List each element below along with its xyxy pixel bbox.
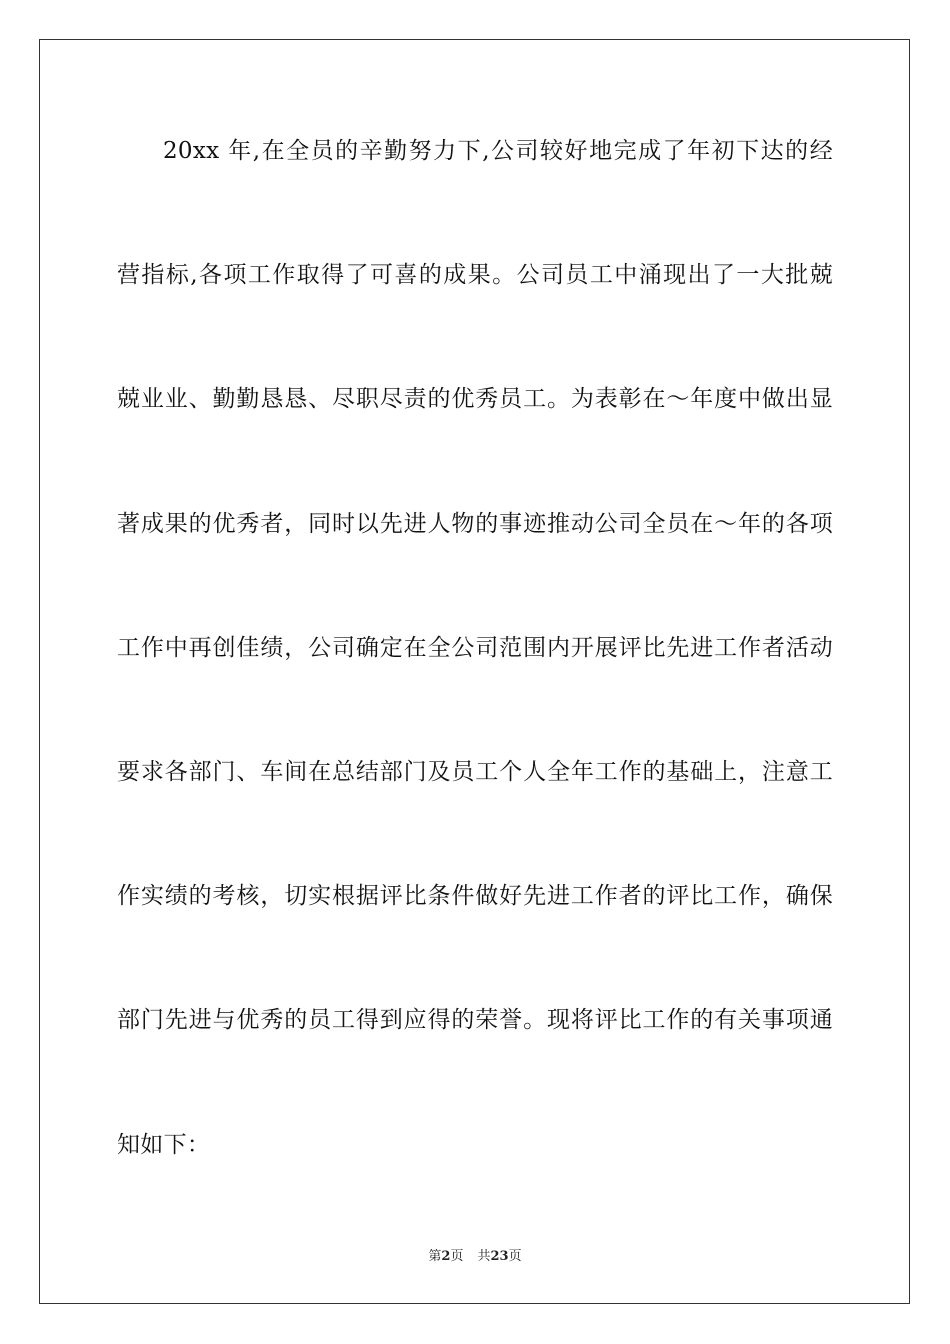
page-number: 2	[441, 1249, 451, 1264]
paragraph-line: 作实绩的考核，切实根据评比条件做好先进工作者的评比工作，确保	[117, 883, 833, 909]
total-pages: 23	[490, 1249, 509, 1264]
total-prefix: 共	[477, 1249, 491, 1264]
page-footer	[0, 1248, 950, 1266]
paragraph-line: 兢业业、勤勤恳恳、尽职尽责的优秀员工。为表彰在～年度中做出显	[117, 386, 833, 412]
total-unit: 页	[508, 1249, 522, 1264]
paragraph-line: 要求各部门、车间在总结部门及员工个人全年工作的基础上，注意工	[117, 759, 833, 785]
page-prefix: 第	[428, 1249, 442, 1264]
paragraph-line: 著成果的优秀者，同时以先进人物的事迹推动公司全员在～年的各项	[117, 511, 833, 537]
page-border	[39, 39, 910, 1304]
paragraph-line: 20xx 年,在全员的辛勤努力下,公司较好地完成了年初下达的经	[163, 138, 833, 164]
paragraph-line: 工作中再创佳绩，公司确定在全公司范围内开展评比先进工作者活动	[117, 635, 833, 661]
paragraph-line: 知如下：	[117, 1132, 211, 1158]
paragraph-line: 部门先进与优秀的员工得到应得的荣誉。现将评比工作的有关事项通	[117, 1007, 833, 1033]
page-unit: 页	[450, 1249, 464, 1264]
paragraph-line: 营指标,各项工作取得了可喜的成果。公司员工中涌现出了一大批兢	[117, 262, 833, 288]
